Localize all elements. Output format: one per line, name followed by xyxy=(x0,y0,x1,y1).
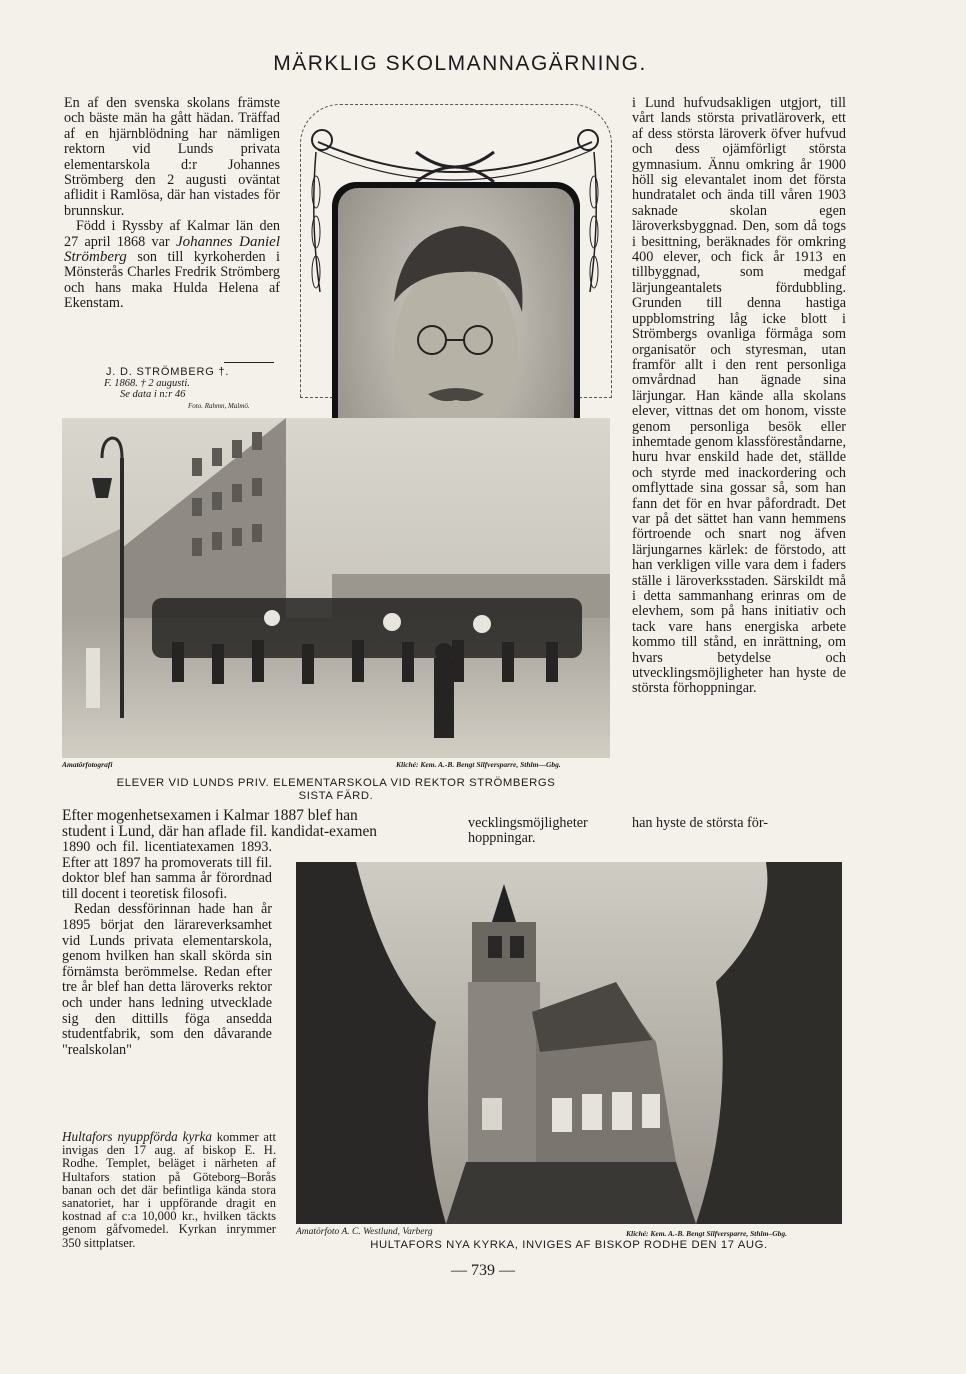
procession-caption-line1: ELEVER VID LUNDS PRIV. ELEMENTARSKOLA VID REKTOR STRÖMBERGS xyxy=(116,777,556,789)
church-photo xyxy=(296,862,842,1224)
procession-credit-left: Amatörfotografi xyxy=(62,760,113,769)
career-text xyxy=(62,840,272,1058)
procession-caption-line2: SISTA FÄRD. xyxy=(298,790,374,802)
portrait-name: J. D. STRÖMBERG †. xyxy=(106,366,230,378)
church-note-italic: Hultafors nyuppförda kyrka xyxy=(62,1129,212,1144)
procession-credit-right: Kliché: Kem. A.-B. Bengt Silfversparre, Sthlm—Gbg. xyxy=(396,760,561,769)
church-note-paragraph xyxy=(62,1130,276,1250)
birth-suffix: son till kyrkoherden i Mönsterås Charles Fredrik Strömberg och hans maka Hulda Helena af Ekenstam. xyxy=(64,249,280,312)
portrait-photographer: Foto. Rahmn, Malmö. xyxy=(188,402,250,410)
portrait-caption xyxy=(96,366,286,410)
right-column-tail xyxy=(632,816,846,831)
procession-photo xyxy=(62,418,610,758)
church-credit-right: Kliché: Kem. A.-B. Bengt Silfversparre, Sthlm–Gbg. xyxy=(626,1229,787,1238)
caption-rule xyxy=(224,362,274,363)
education-line2: student i Lund, där han aflade fil. kandidat-examen xyxy=(62,823,377,840)
page-number: — 739 — xyxy=(451,1262,515,1279)
church-credit-left: Amatörfoto A. C. Westlund, Varberg xyxy=(296,1227,433,1237)
church-caption: HULTAFORS NYA KYRKA, INVIGES AF BISKOP RODHE DEN 17 AUG. xyxy=(370,1239,768,1251)
tail-right-line: han hyste de största för- xyxy=(632,815,769,831)
tail-left-line1: vecklingsmöjligheter xyxy=(468,815,588,831)
page-title: MÄRKLIG SKOLMANNAGÄRNING. xyxy=(273,52,647,75)
portrait-see-issue: Se data i n:r 46 xyxy=(120,389,186,400)
education-lines xyxy=(62,808,442,840)
right-column-paragraph: i Lund hufvudsakligen utgjort, till vårt lands största privatläroverk, ett af dess största läroverk öfver hufvud och dess ojämförligt största gymnasium. Ännu omkring år 1900 höll sig elevantalet inom det första hundratalet och ända till våren 1903 saknade skolan egen läroverksbyggnad. Den, som då togs i besittning, beräknades för omkring 400 elever, och fick år 1913 en tillbyggnad, som medgaf lärjungeantalets fördubbling. Grunden till denna hastiga uppblomstring låg icke blott i Strömbergs ovanliga förmåga som organisatör och styresman, utan framför allt i den rent personliga omvårdnad han ägnade sina lärjungar. Han kände alla skolans elever, vittnas det om honom, visste genom personliga besök eller inhemtade genom klassföreståndarne, huru hvar enskild hade det, ställde och styrde med inackordering och omflyttade sina gossar så, som han fann det för en hvar påfordradt. Det var på det sättet han vann hemmens förtroende och snart nog äfven lärjungarnes kärlek: de förstodo, att han verkligen ville vara dem i faders ställe i läroverksstaden. Särskildt må i detta sammanhang erinras om de elevhem, som på hans initiativ och tack vare hans energiska arbete kommo till stånd, en inrättning, om hvars betydelse och utvecklingsmöjligheter han hyste de största förhoppningar. xyxy=(632,96,846,697)
intro-paragraph: En af den svenska skolans främste och bäste män ha gått hädan. Träffad af en hjärnblödning har nämligen rektorn vid Lunds privata elementarskola d:r Johannes Strömberg den 2 augusti oväntat aflidit i Ramlösa, där han vistades för brunnskur. xyxy=(64,95,280,219)
birth-prefix: Född i Ryssby af Kalmar län den 27 april 1868 var xyxy=(64,218,280,250)
birth-paragraph xyxy=(64,219,280,311)
education-line1: Efter mogenhetsexamen i Kalmar 1887 blef han xyxy=(62,807,358,824)
intro-text xyxy=(64,96,280,312)
church-note xyxy=(62,1130,276,1250)
career-paragraph1: 1890 och fil. licentiatexamen 1893. Efter att 1897 ha promoverats till fil. doktor blef han samma år förordnad till docent i teoretisk filosofi. xyxy=(62,839,272,902)
mid-tail xyxy=(468,816,628,847)
full-name: Johannes Daniel Strömberg xyxy=(64,233,280,266)
career-paragraph2: Redan dessförinnan hade han år 1895 börjat den lärareverksamhet vid Lunds privata elementarskola, genom hvilken han skall skörda sin förnämsta berömmelse. Redan efter tre år blef han detta läroverks rektor och under hans ledning utvecklade sig den dittills föga ansedda studentfabrik, som den dåvarande "realskolan" xyxy=(62,901,272,1058)
tail-left-line2: hoppningar. xyxy=(468,830,536,847)
right-column-text xyxy=(632,96,846,818)
portrait-dates: F. 1868. † 2 augusti. xyxy=(104,378,190,389)
church-note-text: kommer att invigas den 17 aug. af biskop E. H. Rodhe. Templet, beläget i närheten af Hultafors station på Göteborg–Borås banan och det där befintliga kända stora sanatoriet, har i uppförande dragit en kostnad af c:a 10,000 kr., hvilken täckts genom gåfvomedel. Kyrkan inrymmer 350 sittplatser. xyxy=(62,1130,276,1250)
